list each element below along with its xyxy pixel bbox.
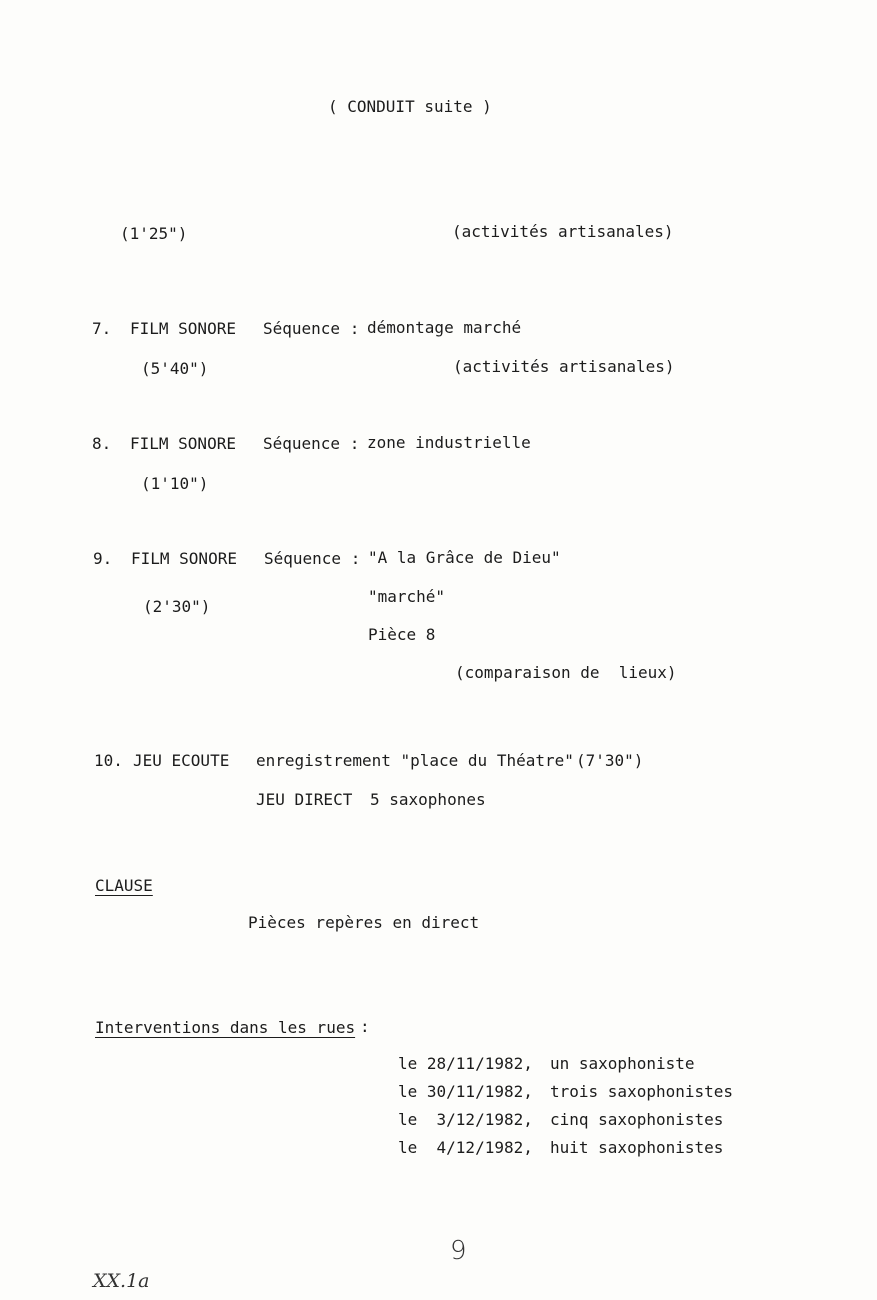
- item-10-sub-label: JEU DIRECT: [256, 790, 353, 809]
- interventions-heading: Interventions dans les rues: [95, 1018, 356, 1037]
- item-9-sequence-extra-1: "marché": [368, 587, 446, 606]
- item-10-number: 10.: [94, 751, 123, 770]
- page-header-title: ( CONDUIT suite ): [328, 97, 492, 116]
- item-10-duration: (7'30"): [576, 751, 644, 770]
- item-8-number: 8.: [92, 434, 112, 453]
- item-8-sequence-label: Séquence :: [263, 434, 360, 453]
- item-8-duration: (1'10"): [141, 474, 209, 493]
- intro-note: (activités artisanales): [452, 222, 674, 241]
- item-9-sequence-label: Séquence :: [264, 549, 361, 568]
- intervention-desc-3: cinq saxophonistes: [550, 1110, 724, 1129]
- item-8-type: FILM SONORE: [130, 434, 236, 453]
- intro-duration: (1'25"): [120, 224, 188, 243]
- page-number: 9: [450, 1236, 467, 1266]
- item-7-number: 7.: [92, 319, 112, 338]
- item-9-note: (comparaison de lieux): [455, 663, 677, 682]
- intervention-desc-4: huit saxophonistes: [550, 1138, 724, 1157]
- item-9-sequence-extra-2: Pièce 8: [368, 625, 436, 644]
- item-7-sequence-value: démontage marché: [367, 318, 522, 337]
- clause-heading: CLAUSE: [95, 876, 153, 895]
- interventions-colon: :: [360, 1017, 370, 1036]
- clause-text: Pièces repères en direct: [248, 913, 480, 932]
- intervention-desc-1: un saxophoniste: [550, 1054, 695, 1073]
- intervention-date-1: le 28/11/1982,: [398, 1054, 533, 1073]
- item-7-duration: (5'40"): [141, 359, 209, 378]
- intervention-date-4: le 4/12/1982,: [398, 1138, 533, 1157]
- item-7-sequence-label: Séquence :: [263, 319, 360, 338]
- intervention-desc-2: trois saxophonistes: [550, 1082, 734, 1101]
- intervention-date-3: le 3/12/1982,: [398, 1110, 533, 1129]
- item-10-description: enregistrement "place du Théatre": [256, 751, 574, 770]
- item-9-duration: (2'30"): [143, 597, 211, 616]
- item-10-type: JEU ECOUTE: [133, 751, 230, 770]
- intervention-date-2: le 30/11/1982,: [398, 1082, 533, 1101]
- archive-reference: XX.1a: [93, 1270, 150, 1292]
- item-9-sequence-value: "A la Grâce de Dieu": [368, 548, 561, 567]
- item-10-sub-value: 5 saxophones: [370, 790, 486, 809]
- item-8-sequence-value: zone industrielle: [367, 433, 531, 452]
- item-7-type: FILM SONORE: [130, 319, 236, 338]
- item-7-note: (activités artisanales): [453, 357, 675, 376]
- item-9-type: FILM SONORE: [131, 549, 237, 568]
- item-9-number: 9.: [93, 549, 113, 568]
